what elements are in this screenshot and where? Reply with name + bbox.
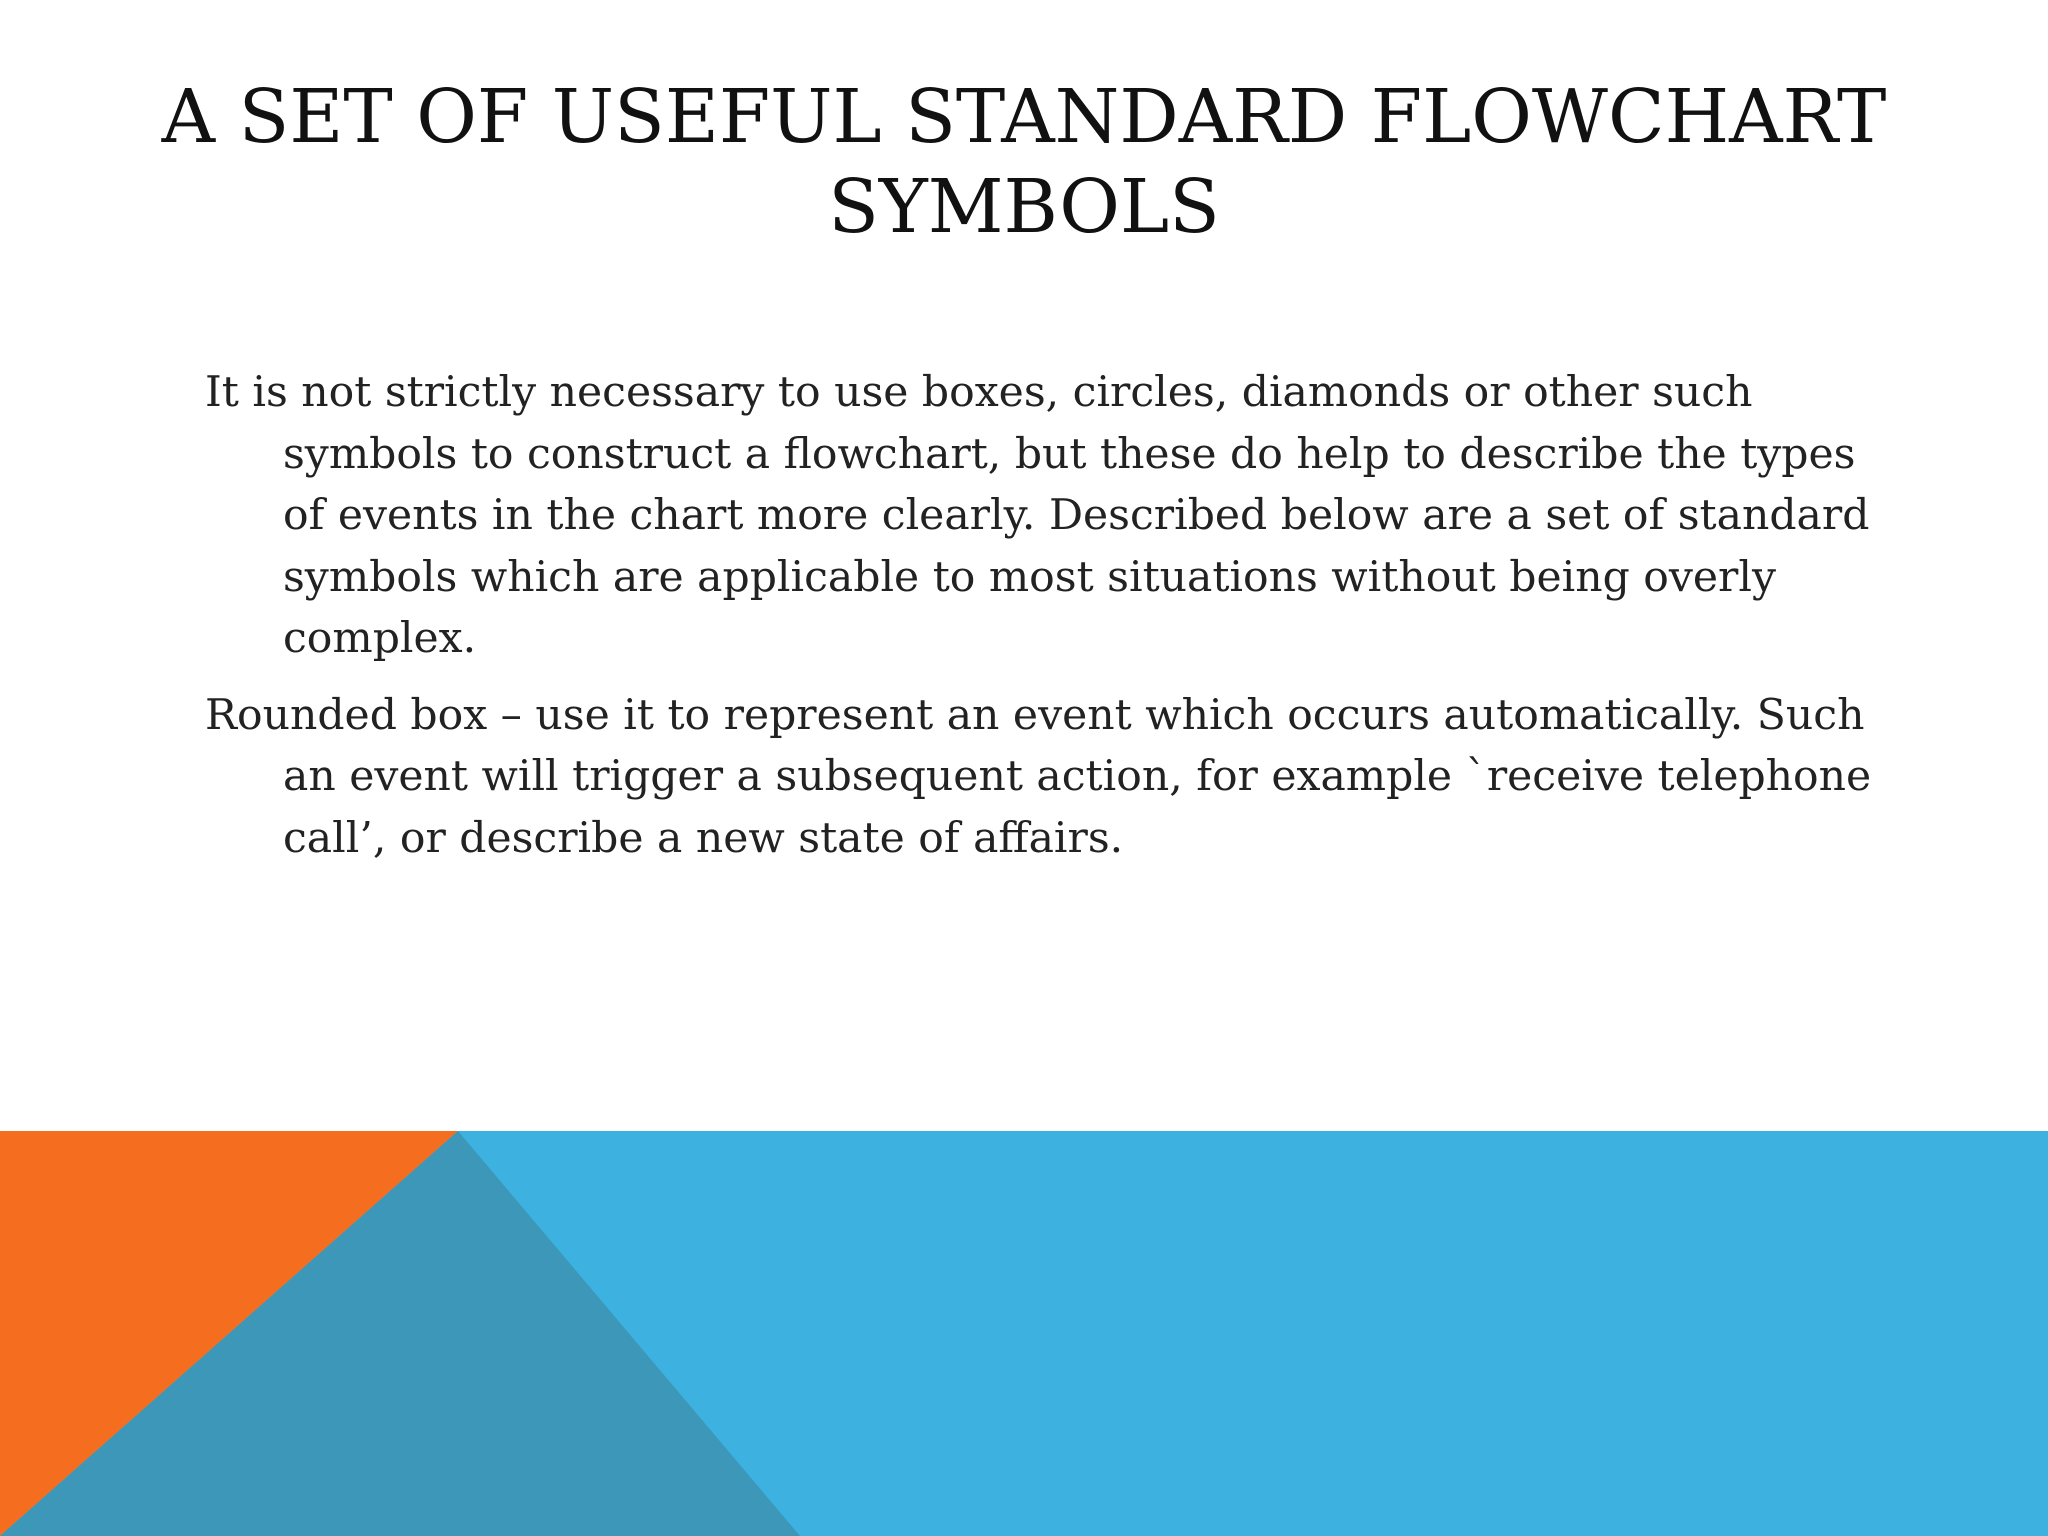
body-paragraph: Rounded box – use it to represent an event which occurs automatically. Such an event will trigger a subsequent action, for example `receive telephone call’, or describe a new state of affairs. (205, 690, 1872, 863)
slide-title: A SET OF USEFUL STANDARD FLOWCHART SYMBOLS (161, 74, 1887, 250)
decorative-footer (0, 1131, 2048, 1536)
body-paragraph: It is not strictly necessary to use boxes, circles, diamonds or other such symbols to construct a flowchart, but these do help to describe the types of events in the chart more clearly. Described below are a set of standard symbols which are applicable to most situations without being overly complex. (205, 368, 1870, 663)
slide-body (205, 362, 1875, 884)
footer-graphic (0, 1131, 2048, 1536)
